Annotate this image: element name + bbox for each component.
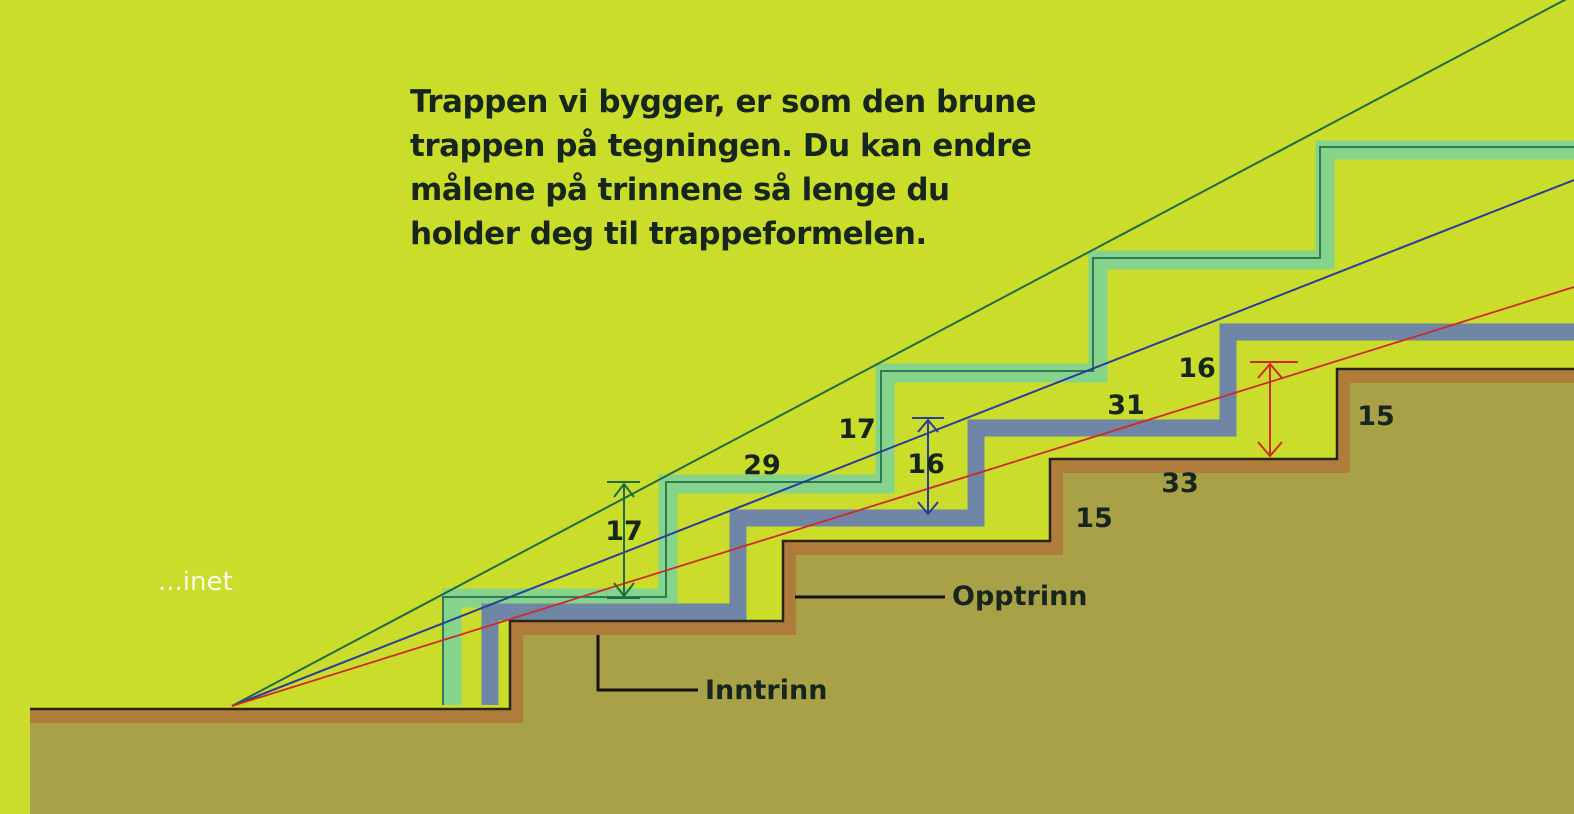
green-upper-riser-label: 17 [838,414,876,445]
brown-tread-label: 33 [1161,468,1199,499]
intro-line-1: Trappen vi bygger, er som den brune [410,84,1037,120]
intro-line-2: trappen på tegningen. Du kan endre [410,128,1032,164]
intro-line-4: holder deg til trappeformelen. [410,216,927,252]
tread-callout-label: Inntrinn [705,675,828,706]
green-riser-label: 17 [605,516,643,547]
blue-tread-label: 31 [1107,390,1145,421]
brown-right-riser-label: 15 [1357,401,1395,432]
brown-mid-riser-label: 15 [1075,503,1113,534]
intro-line-3: målene på trinnene så lenge du [410,172,950,208]
intro-paragraph [410,80,1050,256]
cropped-word: ...inet [158,567,233,597]
green-tread-label: 29 [743,450,781,481]
blue-riser-label: 16 [907,449,945,480]
blue-upper-riser-label: 16 [1178,353,1216,384]
riser-callout-label: Opptrinn [952,581,1088,612]
